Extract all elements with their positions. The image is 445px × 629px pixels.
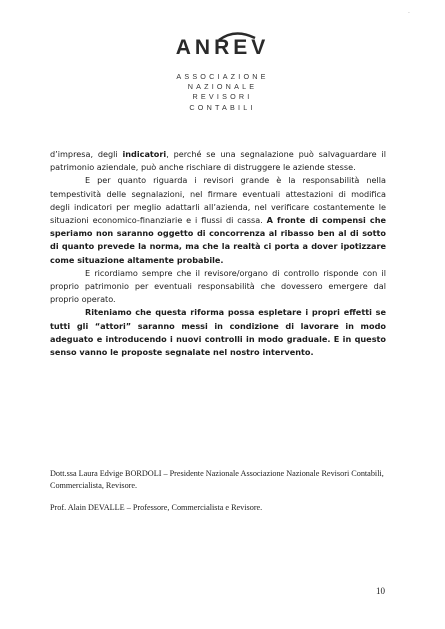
org-line: CONTABILI xyxy=(189,102,256,112)
org-line: ASSOCIAZIONE xyxy=(176,72,269,81)
text-run: , perché se una segnalazione può salvaguardare il patrimonio aziendale, può anche rischiare di distruggere le aziende stesse. xyxy=(50,149,386,173)
text-run: E per quanto riguarda i revisori grande è la responsabilità nella tempestività delle segnalazioni, nel firmare eventuali attestazioni di modifica degli indicatori per meglio adattarli all’azienda, nel verificare costantemente le situazioni economico-finanziarie e i flussi di cassa. xyxy=(50,175,386,226)
paragraph xyxy=(50,148,386,174)
signatures xyxy=(50,468,400,524)
logo xyxy=(0,36,445,60)
signature: Dott.ssa Laura Edvige BORDOLI – Presidente Nazionale Associazione Nazionale Revisori Contabili, Commercialista, Revisore. xyxy=(50,469,384,490)
text-run: d’impresa, degli xyxy=(50,149,123,159)
paragraph: E ricordiamo sempre che il revisore/organo di controllo risponde con il proprio patrimonio per eventuali responsabilità che dovessero emergere dal proprio operato. xyxy=(50,267,386,305)
org-line: REVISORI xyxy=(192,92,253,102)
signature: Prof. Alain DEVALLE – Professore, Commercialista e Revisore. xyxy=(50,503,263,512)
org-name xyxy=(0,72,445,113)
page-number: 10 xyxy=(376,586,385,596)
scan-mark: · xyxy=(408,10,410,17)
body-text xyxy=(50,148,386,359)
paragraph xyxy=(50,306,386,359)
paragraph xyxy=(50,174,386,266)
bold-run: Riteniamo che questa riforma possa espletare i propri effetti se tutti gli “attori” saranno messi in condizione di lavorare in modo adeguato e introducendo i nuovi controlli in modo graduale. E in questo senso vanno le proposte segnalate nel nostro intervento. xyxy=(50,307,386,358)
logo-swoosh-icon xyxy=(217,32,257,54)
bold-run: indicatori xyxy=(122,149,167,159)
logo-text: ANREV xyxy=(175,36,270,59)
bold-run: A fronte di compensi che speriamo non saranno oggetto di concorrenza al ribasso ben al di sotto di quanto prevede la norma, ma che la realtà ci porta a dover ipotizzare come situazione altamente probabile. xyxy=(50,215,387,265)
org-line: NAZIONALE xyxy=(187,82,258,92)
